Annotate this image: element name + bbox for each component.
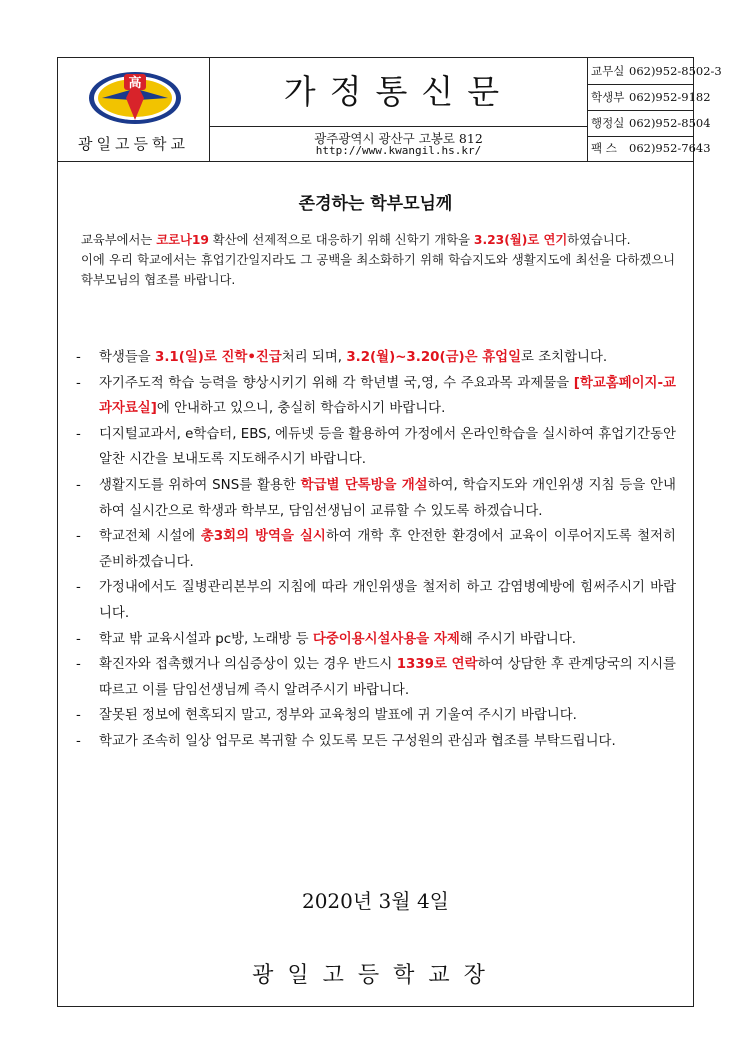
bullet-dash: - [76, 375, 81, 391]
body-text: 하여 상담한 후 관계당국의 지시를 따르고 이를 담임선생님께 즉시 알려주시기 바랍니다. [99, 657, 676, 698]
bullet-dash: - [76, 477, 81, 493]
emblem-glyph: 高 [128, 76, 142, 91]
school-address: 광주광역시 광산구 고봉로 812 [314, 131, 483, 146]
contact-row [591, 110, 711, 136]
notice-frame [57, 57, 722, 1007]
bullet-dash: - [76, 529, 81, 545]
body-text: 디지털교과서, e학습터, EBS, 에듀넷 등을 활용하여 가정에서 온라인학습을 실시하여 휴업기간동안 알찬 시간을 보내도록 지도해주시기 바랍니다. [99, 426, 676, 468]
contact-row [591, 84, 711, 110]
list-item [76, 422, 676, 473]
body-text: 잘못된 정보에 현혹되지 말고, 정부와 교육청의 발표에 귀 기울여 주시기 바랍니다. [99, 708, 577, 724]
list-item [76, 345, 676, 371]
body-text: 하여, 학습지도와 개인위생 지침 등을 안내하여 실시간으로 학생과 학부모, 담임선생님이 교류할 수 있도록 하겠습니다. [99, 477, 676, 519]
list-item [76, 729, 676, 755]
bullet-dash: - [76, 580, 81, 596]
greeting-heading: 존경하는 학부모님께 [298, 194, 453, 214]
body-text: 해 주시기 바랍니다. [459, 631, 577, 647]
highlight-text: 3.23(월)로 연기 [473, 233, 568, 247]
bullet-dash: - [76, 426, 81, 442]
body-text: 자기주도적 학습 능력을 향상시키기 위해 각 학년별 국,영, 수 주요과목 과제물을 [99, 375, 574, 391]
logo-cell [58, 58, 210, 161]
contact-label: 교무실 [591, 64, 625, 78]
body-text: 학생들을 [99, 350, 155, 365]
body-text: 이에 우리 학교에서는 휴업기간일지라도 그 공백을 최소화하기 위해 학습지도와 생활지도에 최선을 다하겠으니 학부모님의 협조를 바랍니다. [81, 253, 675, 287]
issue-date: 2020년 3월 4일 [301, 889, 450, 913]
list-item [76, 371, 676, 422]
contact-row [591, 58, 722, 84]
body-text: 에 안내하고 있으니, 충실히 학습하시기 바랍니다. [156, 401, 446, 417]
body-text: 확산에 선제적으로 대응하기 위해 신학기 개학을 [208, 233, 474, 247]
contact-row [591, 135, 711, 161]
title-cell [210, 58, 588, 161]
bullet-dash: - [76, 708, 81, 724]
intro-paragraph [81, 230, 675, 250]
contact-number: 062)952-7643 [629, 141, 711, 155]
highlight-text: 코로나19 [156, 233, 209, 247]
body-text: 하였습니다. [567, 233, 631, 247]
contact-label: 행정실 [591, 116, 625, 130]
list-item [76, 524, 676, 575]
list-item [76, 627, 676, 653]
highlight-text: [학교홈페이지-교과자료실] [99, 375, 676, 417]
body-text: 확진자와 접촉했거나 의심증상이 있는 경우 반드시 [99, 657, 397, 673]
bullet-dash: - [76, 657, 81, 673]
highlight-text: 다중이용시설사용을 자제 [312, 631, 460, 647]
letterhead [58, 58, 722, 162]
highlight-text: 3.1(일)로 진학•진급 [155, 350, 282, 365]
school-name: 광일고등학교 [78, 135, 189, 153]
signature: 광일고등학교장 [252, 963, 499, 988]
list-item [76, 703, 676, 729]
intro-paragraph [81, 250, 675, 290]
school-url: http://www.kwangil.hs.kr/ [315, 144, 482, 157]
bullet-dash: - [76, 631, 81, 647]
contact-number: 062)952-8502-3 [629, 64, 722, 78]
list-item [76, 652, 676, 703]
bullet-dash: - [76, 350, 81, 365]
contact-cell [588, 58, 722, 161]
body-text: 학교 밖 교육시설과 pc방, 노래방 등 [99, 631, 313, 647]
list-item [76, 473, 676, 524]
body-text: 처리 되며, [281, 350, 347, 365]
contact-label: 학생부 [591, 90, 625, 104]
school-emblem-icon [88, 70, 182, 126]
notice-list [76, 345, 676, 755]
contact-number: 062)952-9182 [629, 90, 711, 104]
highlight-text: 3.2(월)~3.20(금)은 휴업일 [346, 350, 522, 365]
bullet-dash: - [76, 733, 81, 749]
body-text: 하여 개학 후 안전한 환경에서 교육이 이루어지도록 철저히 준비하겠습니다. [99, 529, 676, 570]
intro-text [81, 230, 675, 290]
body-text: 학교가 조속히 일상 업무로 복귀할 수 있도록 모든 구성원의 관심과 협조를 부탁드립니다. [99, 733, 616, 749]
contact-label: 팩 스 [591, 141, 617, 155]
body-text: 생활지도를 위하여 SNS를 활용한 [99, 477, 301, 493]
highlight-text: 학급별 단톡방을 개설 [300, 477, 428, 493]
list-item [76, 575, 676, 626]
page-title: 가정통신문 [210, 58, 587, 127]
body-text: 교육부에서는 [81, 233, 157, 247]
contact-number: 062)952-8504 [629, 116, 711, 130]
body-text: 학교전체 시설에 [99, 529, 201, 545]
body-text: 가정내에서도 질병관리본부의 지침에 따라 개인위생을 철저히 하고 감염병예방에 힘써주시기 바랍니다. [99, 580, 676, 621]
highlight-text: 총3회의 방역을 실시 [200, 529, 326, 545]
body-text: 로 조치합니다. [521, 350, 608, 365]
highlight-text: 1339로 연락 [396, 657, 478, 673]
